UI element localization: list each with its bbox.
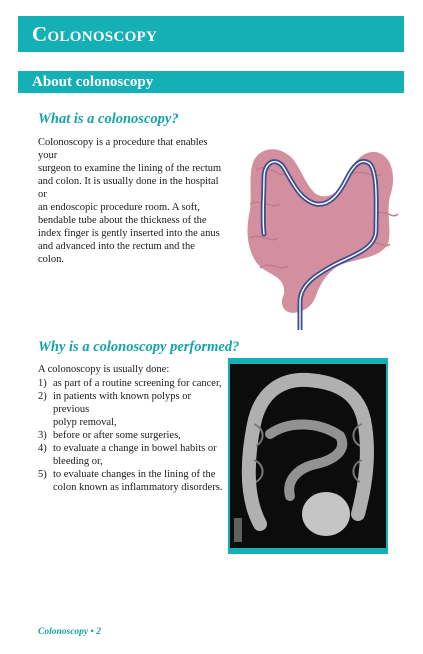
what-line: and colon. It is usually done in the hospital or [38,176,219,200]
list-number: 5) [38,469,47,480]
list-number: 4) [38,443,47,454]
list-line: colon known as inflammatory disorders. [53,482,223,493]
what-line: surgeon to examine the lining of the rectum [38,163,222,174]
xray-rectum [302,492,350,536]
xray-image [230,364,386,548]
list-text [53,429,223,442]
list-item [38,390,223,429]
xray-image-frame [228,358,388,554]
list-text [53,442,223,468]
list-line: to evaluate a change in bowel habits or [53,443,217,454]
list-text [53,377,223,390]
what-line: Colonoscopy is a procedure that enables your [38,137,208,161]
why-heading: Why is a colonoscopy performed? [38,339,240,355]
list-item [38,429,223,442]
list-item [38,377,223,390]
list-item [38,442,223,468]
list-text [53,468,223,494]
list-line: to evaluate changes in the lining of the [53,469,216,480]
list-line: in patients with known polyps or previous [53,391,191,415]
list-number: 1) [38,378,47,389]
list-number: 3) [38,430,47,441]
colon-body [248,149,394,313]
page-footer: Colonoscopy • 2 [38,627,101,637]
page-title: Colonoscopy [32,21,158,46]
why-intro: A colonoscopy is usually done: [38,364,170,375]
what-heading: What is a colonoscopy? [38,111,179,127]
what-line: and advanced into the rectum and the colon. [38,241,195,265]
list-line: before or after some surgeries, [53,430,181,441]
what-paragraph [38,136,222,266]
reasons-list [38,377,223,494]
what-line: bendable tube about the thickness of the [38,215,207,226]
page-title-banner [18,16,404,52]
list-line: as part of a routine screening for cancer, [53,378,222,389]
what-line: index finger is gently inserted into the anus [38,228,220,239]
xray-graphic [230,364,386,548]
list-line: bleeding or, [53,456,103,467]
what-line: an endoscopic procedure room. A soft, [38,202,200,213]
list-line: polyp removal, [53,417,117,428]
section-title: About colonoscopy [32,73,154,90]
list-item [38,468,223,494]
colon-illustration [226,134,406,330]
xray-marker [234,518,242,542]
list-text [53,390,223,429]
section-header [18,71,404,93]
list-number: 2) [38,391,47,402]
